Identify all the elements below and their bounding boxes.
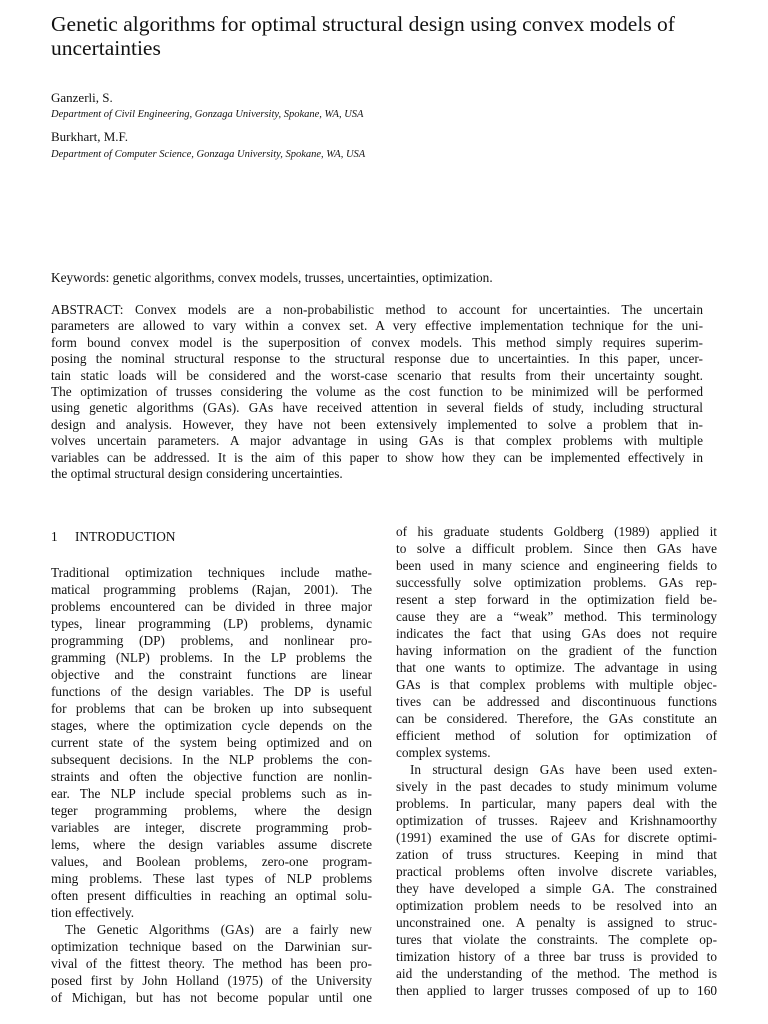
text-line: form bound convex model is the superposition of convex models. This method simply requires superim-: [51, 334, 703, 350]
text-line: values, and Boolean problems, zero-one program-: [51, 854, 372, 869]
author-affiliation: Department of Civil Engineering, Gonzaga University, Spokane, WA, USA: [51, 109, 364, 120]
text-line: they have developed a simple GA. The constrained: [396, 881, 717, 896]
text-line: optimization technique based on the Darwinian sur-: [51, 939, 372, 954]
text-line: tion effectively.: [51, 905, 135, 920]
text-line: The optimization of trusses considering the volume as the cost function to be minimized will be performed: [51, 384, 703, 400]
text-line: programming (DP) problems, and nonlinear pro-: [51, 633, 372, 648]
abstract: [51, 302, 703, 482]
text-line: to solve a difficult problem. Since then GAs have: [396, 541, 717, 556]
text-line: objective and the constraint functions are linear: [51, 667, 372, 682]
text-line: variables are integer, discrete programming prob-: [51, 820, 372, 835]
text-line: functions of the design variables. The DP is useful: [51, 684, 372, 699]
paragraph: [51, 564, 372, 921]
text-line: (1991) examined the use of GAs for discrete optimi-: [396, 830, 717, 845]
text-line: tain static loads will be considered and the worst-case scenario that results from their uncertainty sought.: [51, 367, 703, 383]
author-affiliation: Department of Computer Science, Gonzaga University, Spokane, WA, USA: [51, 149, 366, 160]
text-line: that one wants to optimize. The advantage in using: [396, 660, 717, 675]
text-line: problems. In particular, many papers deal with the: [396, 796, 717, 811]
text-line: tures that violate the constraints. The complete op-: [396, 932, 717, 947]
text-line: lems, where the design variables assume discrete: [51, 837, 372, 852]
paragraph: [396, 761, 717, 999]
text-line: posed first by John Holland (1975) of the University: [51, 973, 372, 988]
text-line: stages, where the optimization cycle depends on the: [51, 718, 372, 733]
text-line: teger programming problems, where the design: [51, 803, 372, 818]
text-line: often present difficulties in reaching an optimal solu-: [51, 888, 372, 903]
text-line: unconstrained one. A penalty is assigned to struc-: [396, 915, 717, 930]
text-line: zation of truss structures. Keeping in mind that: [396, 847, 717, 862]
text-line: been used in many science and engineering fields to: [396, 558, 717, 573]
text-line: ming problems. These last types of NLP problems: [51, 871, 372, 886]
section-heading: [51, 528, 372, 545]
text-line: using genetic algorithms (GAs). GAs have received attention in several fields of study, including structural: [51, 400, 703, 416]
text-line: GAs is that complex problems with multiple objec-: [396, 677, 717, 692]
paragraph: [396, 523, 717, 761]
text-line: of his graduate students Goldberg (1989) applied it: [396, 524, 717, 539]
text-line: ear. The NLP include special problems such as in-: [51, 786, 372, 801]
text-line: optimization problem needs to be resolved into an: [396, 898, 717, 913]
author-name: Burkhart, M.F.: [51, 129, 128, 144]
text-line: matical programming problems (Rajan, 2001). The: [51, 582, 372, 597]
text-line: cause they are a “weak” method. This terminology: [396, 609, 717, 624]
text-line: efficient method of solution for optimization of: [396, 728, 717, 743]
text-line: In structural design GAs have been used exten-: [410, 762, 717, 777]
text-line: gramming (NLP) problems. In the LP problems the: [51, 650, 372, 665]
text-line: design and analysis. However, they have not been extensively implemented to solve a problem that in-: [51, 416, 703, 432]
text-line: problems encountered can be divided in three major: [51, 599, 372, 614]
right-column: [396, 523, 717, 999]
text-line: tives can be addressed and discontinuous functions: [396, 694, 717, 709]
text-line: successfully solve optimization problems. GAs rep-: [396, 575, 717, 590]
text-line: can be considered. Therefore, the GAs constitute an: [396, 711, 717, 726]
author-name: Ganzerli, S.: [51, 90, 113, 105]
text-line: of Michigan, but has not become popular until one: [51, 990, 372, 1005]
text-line: posing the nominal structural response to the structural response due to uncertainties. In this paper, uncer-: [51, 351, 703, 367]
text-line: The Genetic Algorithms (GAs) are a fairly new: [65, 922, 372, 937]
text-line: subsequent decisions. In the NLP problems the con-: [51, 752, 372, 767]
text-line: Traditional optimization techniques include mathe-: [51, 565, 372, 580]
text-line: parameters are allowed to vary within a convex set. A very effective implementation technique for the uni-: [51, 318, 703, 334]
text-line: for problems that can be broken up into subsequent: [51, 701, 372, 716]
text-line: vival of the fittest theory. The method has been pro-: [51, 956, 372, 971]
text-line: ABSTRACT: Convex models are a non-probabilistic method to account for uncertainties. The uncertain: [51, 302, 703, 317]
section-title: INTRODUCTION: [75, 529, 176, 544]
text-line: practical problems often involve discrete variables,: [396, 864, 717, 879]
text-line: then applied to larger trusses composed of up to 160: [396, 983, 717, 998]
text-line: the optimal structural design considering uncertainties.: [51, 466, 343, 482]
text-line: resent a step forward in the optimization field be-: [396, 592, 717, 607]
text-line: optimization of trusses. Rajeev and Krishnamoorthy: [396, 813, 717, 828]
text-line: complex systems.: [396, 745, 491, 760]
section-number: 1: [51, 529, 58, 544]
paragraph: [51, 921, 372, 1006]
text-line: straints and often the objective function are nonlin-: [51, 769, 372, 784]
text-line: sively in the past decades to study minimum volume: [396, 779, 717, 794]
text-line: aid the understanding of the method. The method is: [396, 966, 717, 981]
left-column: [51, 528, 372, 1006]
text-line: variables can be addressed. It is the aim of this paper to show how they can be implemented effectively in: [51, 449, 703, 465]
text-line: timization history of a three bar truss is provided to: [396, 949, 717, 964]
keywords: Keywords: genetic algorithms, convex models, trusses, uncertainties, optimization.: [51, 270, 493, 285]
text-line: indicates the fact that using GAs does not require: [396, 626, 717, 641]
text-line: having information on the gradient of the function: [396, 643, 717, 658]
text-line: volves uncertain parameters. A major advantage in using GAs is that complex problems with multiple: [51, 433, 703, 449]
text-line: current state of the system being optimized and on: [51, 735, 372, 750]
text-line: types, linear programming (LP) problems, dynamic: [51, 616, 372, 631]
paper-title: Genetic algorithms for optimal structural design using convex models of uncertainties: [51, 12, 675, 60]
